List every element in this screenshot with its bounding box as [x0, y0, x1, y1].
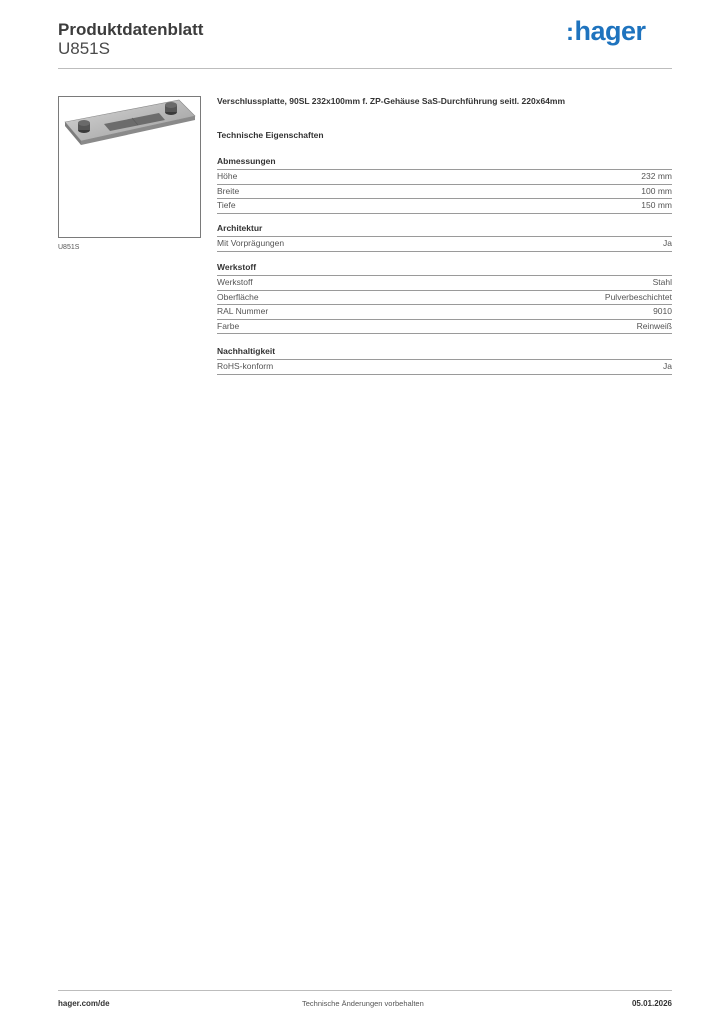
section-title: Werkstoff — [217, 262, 672, 276]
product-image — [58, 96, 201, 238]
table-row — [217, 305, 672, 320]
row-value: 9010 — [653, 306, 672, 316]
row-value: Stahl — [652, 277, 672, 287]
table-row — [217, 237, 672, 252]
footer-date: 05.01.2026 — [631, 999, 672, 1008]
table-row — [217, 276, 672, 291]
row-label: RoHS-konform — [217, 361, 274, 371]
cover-plate-image — [59, 97, 200, 237]
hager-logo: :hager — [566, 16, 646, 46]
product-code: U851S — [58, 39, 110, 58]
section-title: Abmessungen — [217, 156, 672, 170]
table-row — [217, 170, 672, 185]
row-value: 100 mm — [641, 185, 672, 196]
tech-heading: Technische Eigenschaften — [217, 130, 324, 140]
row-label: Höhe — [217, 171, 238, 181]
header-divider — [58, 68, 672, 69]
row-value: 232 mm — [641, 171, 672, 181]
section-material — [217, 262, 672, 334]
table-row — [217, 360, 672, 375]
section-title: Nachhaltigkeit — [217, 346, 672, 360]
table-row — [217, 199, 672, 214]
table-row — [217, 185, 672, 200]
image-caption: U851S — [58, 244, 80, 251]
section-architecture — [217, 223, 672, 252]
row-label: RAL Nummer — [217, 306, 269, 316]
row-label: Mit Vorprägungen — [217, 238, 285, 248]
section-title: Architektur — [217, 223, 672, 237]
logo-text: hager — [574, 16, 646, 46]
row-label: Farbe — [217, 320, 240, 331]
product-description: Verschlussplatte, 90SL 232x100mm f. ZP-Gehäuse SaS-Durchführung seitl. 220x64mm — [217, 96, 566, 106]
section-sustainability — [217, 346, 672, 375]
footer-website-link[interactable]: hager.com/de — [58, 999, 110, 1008]
row-label: Tiefe — [217, 200, 236, 210]
row-label: Werkstoff — [217, 277, 253, 287]
row-value: Ja — [663, 238, 672, 248]
row-value: Reinweiß — [636, 320, 672, 331]
row-value: Ja — [663, 361, 672, 371]
row-label: Breite — [217, 185, 240, 196]
table-row — [217, 291, 672, 306]
row-value: Pulverbeschichtet — [604, 291, 672, 302]
footer-notice: Technische Änderungen vorbehalten — [302, 999, 424, 1008]
page-title: Produktdatenblatt — [58, 20, 204, 39]
row-value: 150 mm — [641, 200, 672, 210]
table-row — [217, 320, 672, 335]
footer-divider — [58, 990, 672, 991]
row-label: Oberfläche — [217, 291, 259, 302]
section-dimensions — [217, 156, 672, 214]
